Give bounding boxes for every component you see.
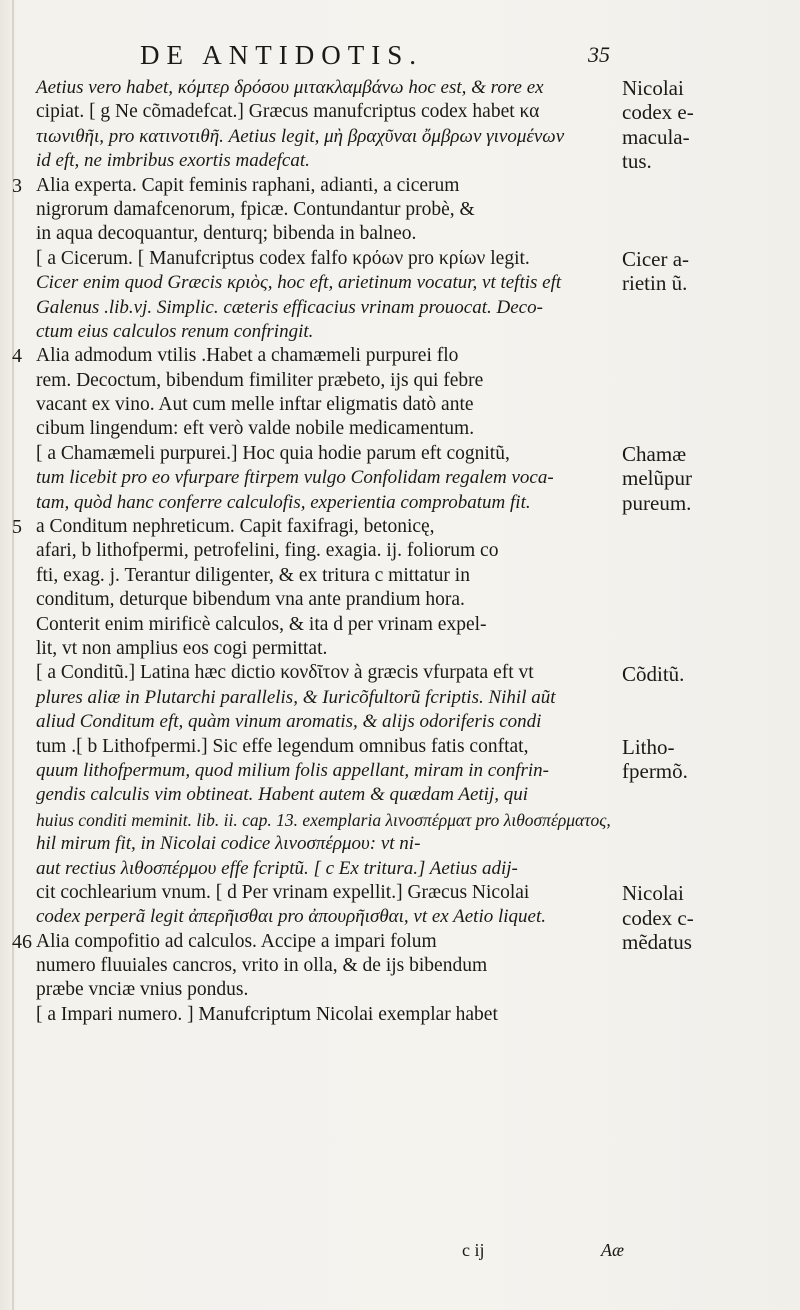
text-line	[36, 759, 618, 783]
margin-note	[622, 247, 792, 296]
line-text: numero fluuiales cancros, vrito in olla, & de ijs bibendum	[36, 955, 488, 977]
line-text: [ a Conditũ.] Latina hæc dictio κονδῖτον à græcis vfurpata eft vt	[36, 662, 534, 684]
text-line	[36, 905, 618, 929]
margin-note	[622, 76, 792, 174]
text-line	[36, 466, 618, 490]
line-text: Galenus .lib.vj. Simplic. cæteris efficacius vrinam prouocat. Deco-	[36, 296, 543, 318]
margin-note-line: Nicolai	[622, 881, 684, 906]
page-number: 35	[588, 42, 610, 67]
signature-mark: c ij	[462, 1240, 485, 1260]
section-number: 46	[12, 930, 32, 953]
catchword: Aæ	[601, 1240, 625, 1260]
margin-note-line: Nicolai	[622, 76, 684, 100]
page-footer	[36, 1240, 625, 1266]
line-text: plures aliæ in Plutarchi parallelis, & Iuricõfultorũ fcriptis. Nihil aũt	[36, 686, 556, 708]
line-text: aut rectius λιθοσπέρμου effe fcriptũ. [ c Ex tritura.] Aetius adij-	[36, 857, 518, 879]
line-text: [ a Impari numero. ] Manufcriptum Nicolai exemplar habet	[36, 1003, 498, 1025]
line-text: aliud Conditum eft, quàm vinum aromatis, & alijs odoriferis condi	[36, 711, 542, 733]
text-line	[36, 149, 618, 173]
running-header	[140, 40, 610, 72]
text-line	[36, 198, 618, 222]
line-text: [ a Chamæmeli purpurei.] Hoc quia hodie parum eft cognitũ,	[36, 442, 510, 464]
text-line	[12, 174, 618, 198]
section-number: 4	[12, 345, 22, 368]
line-text: Aetius vero habet, κόμτερ δρόσου μιτακλαμβάνω hoc est, & rore ex	[36, 77, 544, 98]
running-title: DE ANTIDOTIS.	[140, 40, 423, 70]
margin-note	[622, 662, 792, 686]
line-text: fti, exag. j. Terantur diligenter, & ex tritura c mittatur in	[36, 564, 470, 586]
text-line	[12, 930, 618, 954]
line-text: Alia admodum vtilis .Habet a chamæmeli purpurei flo	[36, 345, 459, 367]
margin-note-line: fpermõ.	[622, 759, 688, 784]
text-line	[36, 637, 618, 661]
section-number: 5	[12, 516, 22, 539]
margin-note	[622, 442, 792, 515]
text-line	[36, 832, 618, 856]
margin-note-line: Cicer a-	[622, 246, 690, 271]
text-line	[36, 247, 618, 271]
line-text: afari, b lithofpermi, petrofelini, fing. exagia. ij. foliorum co	[36, 540, 499, 562]
text-line	[36, 100, 618, 124]
line-text: ctum eius calculos renum confringit.	[36, 320, 314, 342]
text-line	[36, 686, 618, 710]
line-text: præbe vnciæ vnius pondus.	[36, 979, 249, 1001]
section-number: 3	[12, 174, 22, 197]
main-text-column	[12, 76, 618, 1027]
line-text: huius conditi meminit. lib. ii. cap. 13. exemplaria λινοσπέρματ pro λιθοσπέρματος,	[36, 809, 611, 830]
text-line	[36, 1003, 618, 1027]
margin-note-line: pureum.	[622, 490, 692, 515]
margin-note-line: Chamæ	[622, 442, 687, 466]
line-text: hil mirum fit, in Nicolai codice λινοσπέρμου: vt ni-	[36, 833, 421, 855]
text-line	[36, 491, 618, 515]
line-text: tum .[ b Lithofpermi.] Sic effe legendum omnibus fatis conftat,	[36, 735, 529, 757]
text-line	[36, 296, 618, 320]
text-line	[36, 417, 618, 441]
text-line	[36, 125, 618, 149]
margin-note-line: melũpur	[622, 466, 692, 491]
text-line	[36, 735, 618, 759]
text-line	[36, 881, 618, 905]
text-line	[36, 539, 618, 563]
margin-note-line: tus.	[622, 149, 652, 174]
margin-note-line: codex c-	[622, 905, 694, 930]
margin-note	[622, 881, 792, 954]
text-line	[12, 344, 618, 368]
line-text: in aqua decoquantur, denturq; bibenda in balneo.	[36, 223, 417, 245]
line-text: vacant ex vino. Aut cum melle inftar eligmatis datò ante	[36, 394, 474, 416]
text-line	[36, 954, 618, 978]
line-text: τιωνιθῆι, pro κατινοτιθῆ. Aetius legit, μὴ βραχῦναι ὄμβρων γινομένων	[36, 125, 565, 147]
margin-note	[622, 735, 792, 784]
line-text: codex perperã legit ἀπερῆισθαι pro ἀπουρῆισθαι, vt ex Aetio liquet.	[36, 906, 547, 928]
text-line	[36, 661, 618, 685]
line-text: gendis calculis vim obtineat. Habent autem & quædam Aetij, qui	[36, 784, 529, 806]
text-line	[36, 76, 618, 100]
text-line	[36, 442, 618, 466]
line-text: cibum lingendum: eft verò valde nobile medicamentum.	[36, 418, 475, 440]
text-line	[36, 222, 618, 246]
line-text: cipiat. [ g Ne cõmadefcat.] Græcus manufcriptus codex habet κα	[36, 101, 540, 123]
text-line	[36, 369, 618, 393]
line-text: Alia compofitio ad calculos. Accipe a impari folum	[36, 930, 437, 952]
line-text: nigrorum damafcenorum, fpicæ. Contundantur probè, &	[36, 198, 475, 220]
text-line	[36, 613, 618, 637]
text-line	[36, 588, 618, 612]
line-text: tam, quòd hanc conferre calculofis, experientia comprobatum fit.	[36, 491, 531, 513]
text-line	[12, 515, 618, 539]
line-text: a Conditum nephreticum. Capit faxifragi, betonicę,	[36, 516, 435, 538]
text-line	[36, 857, 618, 881]
line-text: Conterit enim mirificè calculos, & ita d per vrinam expel-	[36, 613, 487, 635]
text-line	[36, 271, 618, 295]
text-line	[36, 783, 618, 807]
line-text: cit cochlearium vnum. [ d Per vrinam expellit.] Græcus Nicolai	[36, 881, 530, 903]
line-text: Alia experta. Capit feminis raphani, adianti, a cicerum	[36, 174, 460, 196]
line-text: quum lithofpermum, quod milium folis appellant, miram in confrin-	[36, 759, 549, 781]
line-text: id eft, ne imbribus exortis madefcat.	[36, 150, 310, 172]
line-text: tum licebit pro eo vfurpare ftirpem vulgo Confolidam regalem voca-	[36, 467, 554, 489]
text-line	[36, 808, 618, 832]
margin-note-line: Cõditũ.	[622, 661, 685, 686]
text-line	[36, 710, 618, 734]
text-line	[36, 564, 618, 588]
text-line	[36, 320, 618, 344]
margin-note-line: Litho-	[622, 734, 675, 759]
line-text: rem. Decoctum, bibendum fimiliter præbeto, ijs qui febre	[36, 369, 484, 391]
line-text: Cicer enim quod Græcis κριὸς, hoc eft, arietinum vocatur, vt teftis eft	[36, 272, 562, 294]
line-text: [ a Cicerum. [ Manufcriptus codex falfo κρόων pro κρίων legit.	[36, 247, 530, 269]
margin-note-line: macula-	[622, 124, 690, 149]
text-line	[36, 978, 618, 1002]
margin-note-line: codex e-	[622, 100, 694, 125]
text-line	[36, 393, 618, 417]
margin-note-line: rietin ũ.	[622, 271, 688, 296]
margin-note-line: mẽdatus	[622, 929, 692, 954]
line-text: lit, vt non amplius eos cogi permittat.	[36, 637, 328, 659]
line-text: conditum, deturque bibendum vna ante prandium hora.	[36, 589, 465, 611]
